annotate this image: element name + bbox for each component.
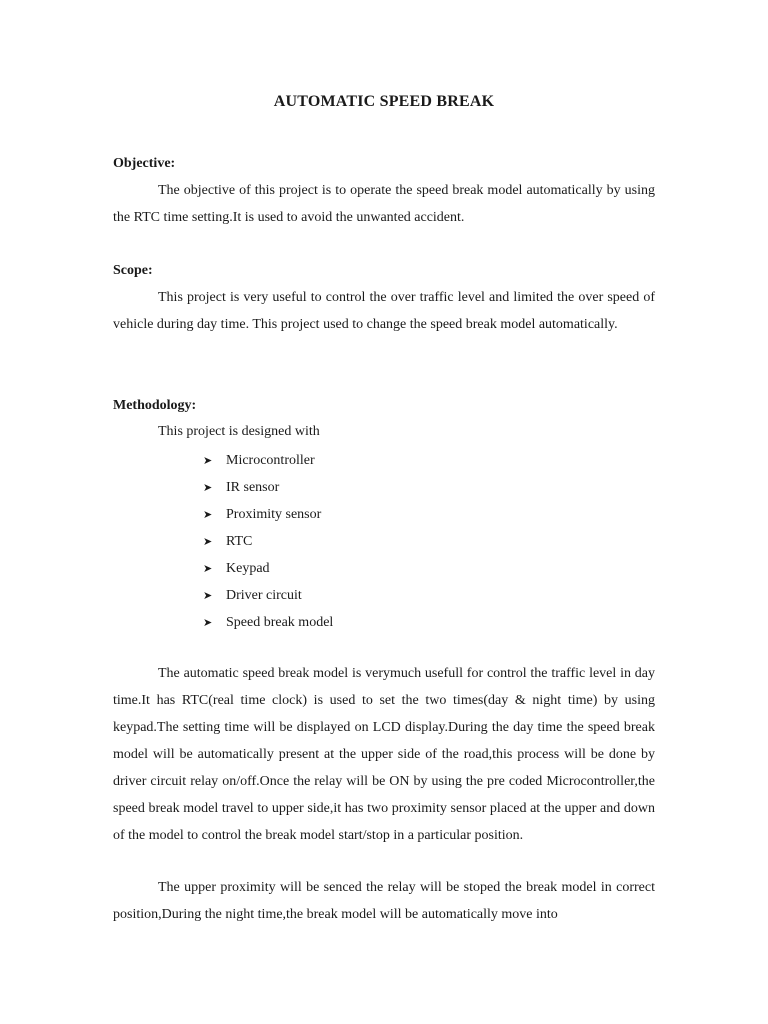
body-paragraph-2: The upper proximity will be senced the relay will be stoped the break model in correct position,During the night time,the break model will be automatically move into xyxy=(113,880,655,922)
body-paragraph-1: The automatic speed break model is verymuch usefull for control the traffic level in day time.It has RTC(real time clock) is used to set the two times(day & night time) by using keypad.The setting time will be displayed on LCD display.During the day time the speed break model will be automatically present at the upper side of the road,this process will be done by driver circuit relay on/off.Once the relay will be ON by using the pre coded Microcontroller,the speed break model travel to upper side,it has two proximity sensor placed at the upper and down of the model to control the break model start/stop in a particular position. xyxy=(113,666,655,843)
scope-heading: Scope: xyxy=(113,263,153,278)
arrowhead-right-icon: ➤ xyxy=(203,589,213,602)
methodology-heading: Methodology: xyxy=(113,398,197,413)
list-item: ➤ Keypad xyxy=(203,555,333,582)
arrowhead-right-icon: ➤ xyxy=(203,508,213,521)
arrowhead-right-icon: ➤ xyxy=(203,481,213,494)
document-title: AUTOMATIC SPEED BREAK xyxy=(273,93,495,110)
list-item: ➤ Driver circuit xyxy=(203,582,333,609)
objective-text: The objective of this project is to operate the speed break model automatically by using the RTC time setting.It is used to avoid the unwanted accident. xyxy=(113,183,655,225)
arrowhead-right-icon: ➤ xyxy=(203,535,213,548)
list-item: ➤ Proximity sensor xyxy=(203,501,333,528)
list-item: ➤ IR sensor xyxy=(203,474,333,501)
objective-heading: Objective: xyxy=(113,156,176,171)
list-item: ➤ RTC xyxy=(203,528,333,555)
list-item: ➤ Microcontroller xyxy=(203,447,333,474)
methodology-intro: This project is designed with xyxy=(158,424,320,439)
arrowhead-right-icon: ➤ xyxy=(203,562,213,575)
component-list xyxy=(203,447,333,636)
scope-text: This project is very useful to control the over traffic level and limited the over speed of vehicle during day time. This project used to change the speed break model automatically. xyxy=(113,290,655,332)
list-item: ➤ Speed break model xyxy=(203,609,333,636)
arrowhead-right-icon: ➤ xyxy=(203,616,213,629)
body-paragraph-2-container xyxy=(113,874,655,1024)
arrowhead-right-icon: ➤ xyxy=(203,454,213,467)
